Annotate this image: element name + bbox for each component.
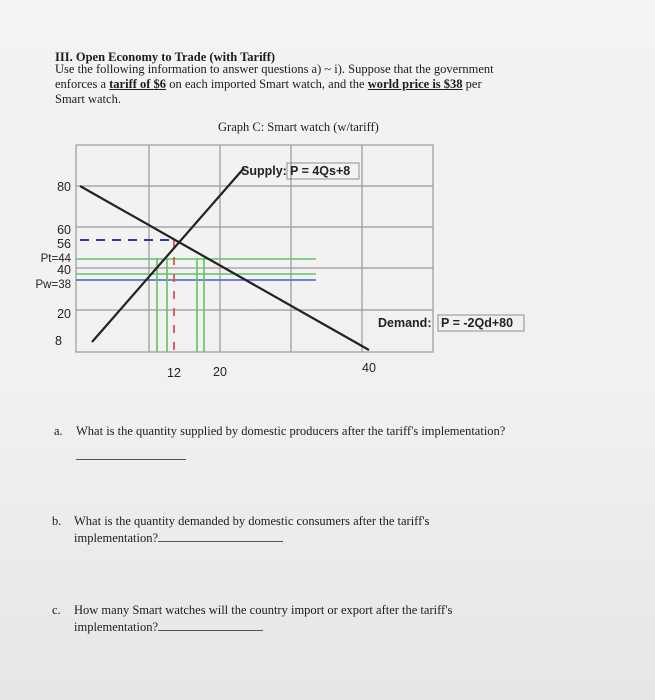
- question-b-label: b.: [52, 514, 62, 528]
- intro-line-1: Use the following information to answer questions a) ~ i). Suppose that the government: [55, 62, 494, 76]
- y-tick-pw38: Pw=38: [35, 279, 71, 291]
- question-c-line-1: How many Smart watches will the country import or export after the tariff's: [74, 603, 453, 617]
- supply-label: Supply:: [241, 164, 287, 178]
- intro-line-2-post: per: [462, 77, 482, 91]
- question-c-label: c.: [52, 603, 61, 617]
- y-tick-56: 56: [57, 237, 71, 251]
- y-tick-8: 8: [55, 334, 62, 348]
- x-tick-40: 40: [362, 361, 376, 375]
- question-b-line-1: What is the quantity demanded by domestic consumers after the tariff's: [74, 514, 430, 528]
- x-tick-20: 20: [213, 365, 227, 379]
- y-tick-80: 80: [57, 180, 71, 194]
- question-a-answer-blank[interactable]: [76, 447, 186, 460]
- world-price: world price is $38: [367, 77, 463, 91]
- x-tick-12: 12: [167, 366, 181, 380]
- question-b-line-2: implementation?: [74, 531, 159, 545]
- y-tick-pt44: Pt=44: [40, 253, 71, 265]
- demand-equation: P = -2Qd+80: [441, 316, 514, 330]
- tariff-amount: tariff of $6: [109, 77, 167, 91]
- y-tick-60: 60: [57, 223, 71, 237]
- question-a-text: What is the quantity supplied by domestic producers after the tariff's implementation?: [76, 424, 506, 438]
- graph-caption: Graph C: Smart watch (w/tariff): [218, 120, 379, 134]
- supply-curve: [92, 168, 244, 342]
- question-b-answer-blank[interactable]: [158, 529, 283, 542]
- question-c-answer-blank[interactable]: [158, 618, 263, 631]
- question-a: [54, 423, 506, 439]
- section-title: III. Open Economy to Trade (with Tariff): [55, 50, 276, 64]
- question-b: [52, 513, 534, 546]
- intro-line-2-mid: on each imported Smart watch, and the: [166, 77, 368, 91]
- supply-equation: P = 4Qs+8: [290, 164, 351, 178]
- y-tick-40: 40: [57, 263, 71, 277]
- question-c: [52, 602, 574, 635]
- intro-line-2-pre: enforces a: [55, 77, 110, 91]
- intro-line-3: Smart watch.: [55, 92, 121, 106]
- question-c-line-2: implementation?: [74, 620, 159, 634]
- question-a-label: a.: [54, 424, 63, 438]
- y-tick-20: 20: [57, 307, 71, 321]
- demand-label: Demand:: [378, 316, 432, 330]
